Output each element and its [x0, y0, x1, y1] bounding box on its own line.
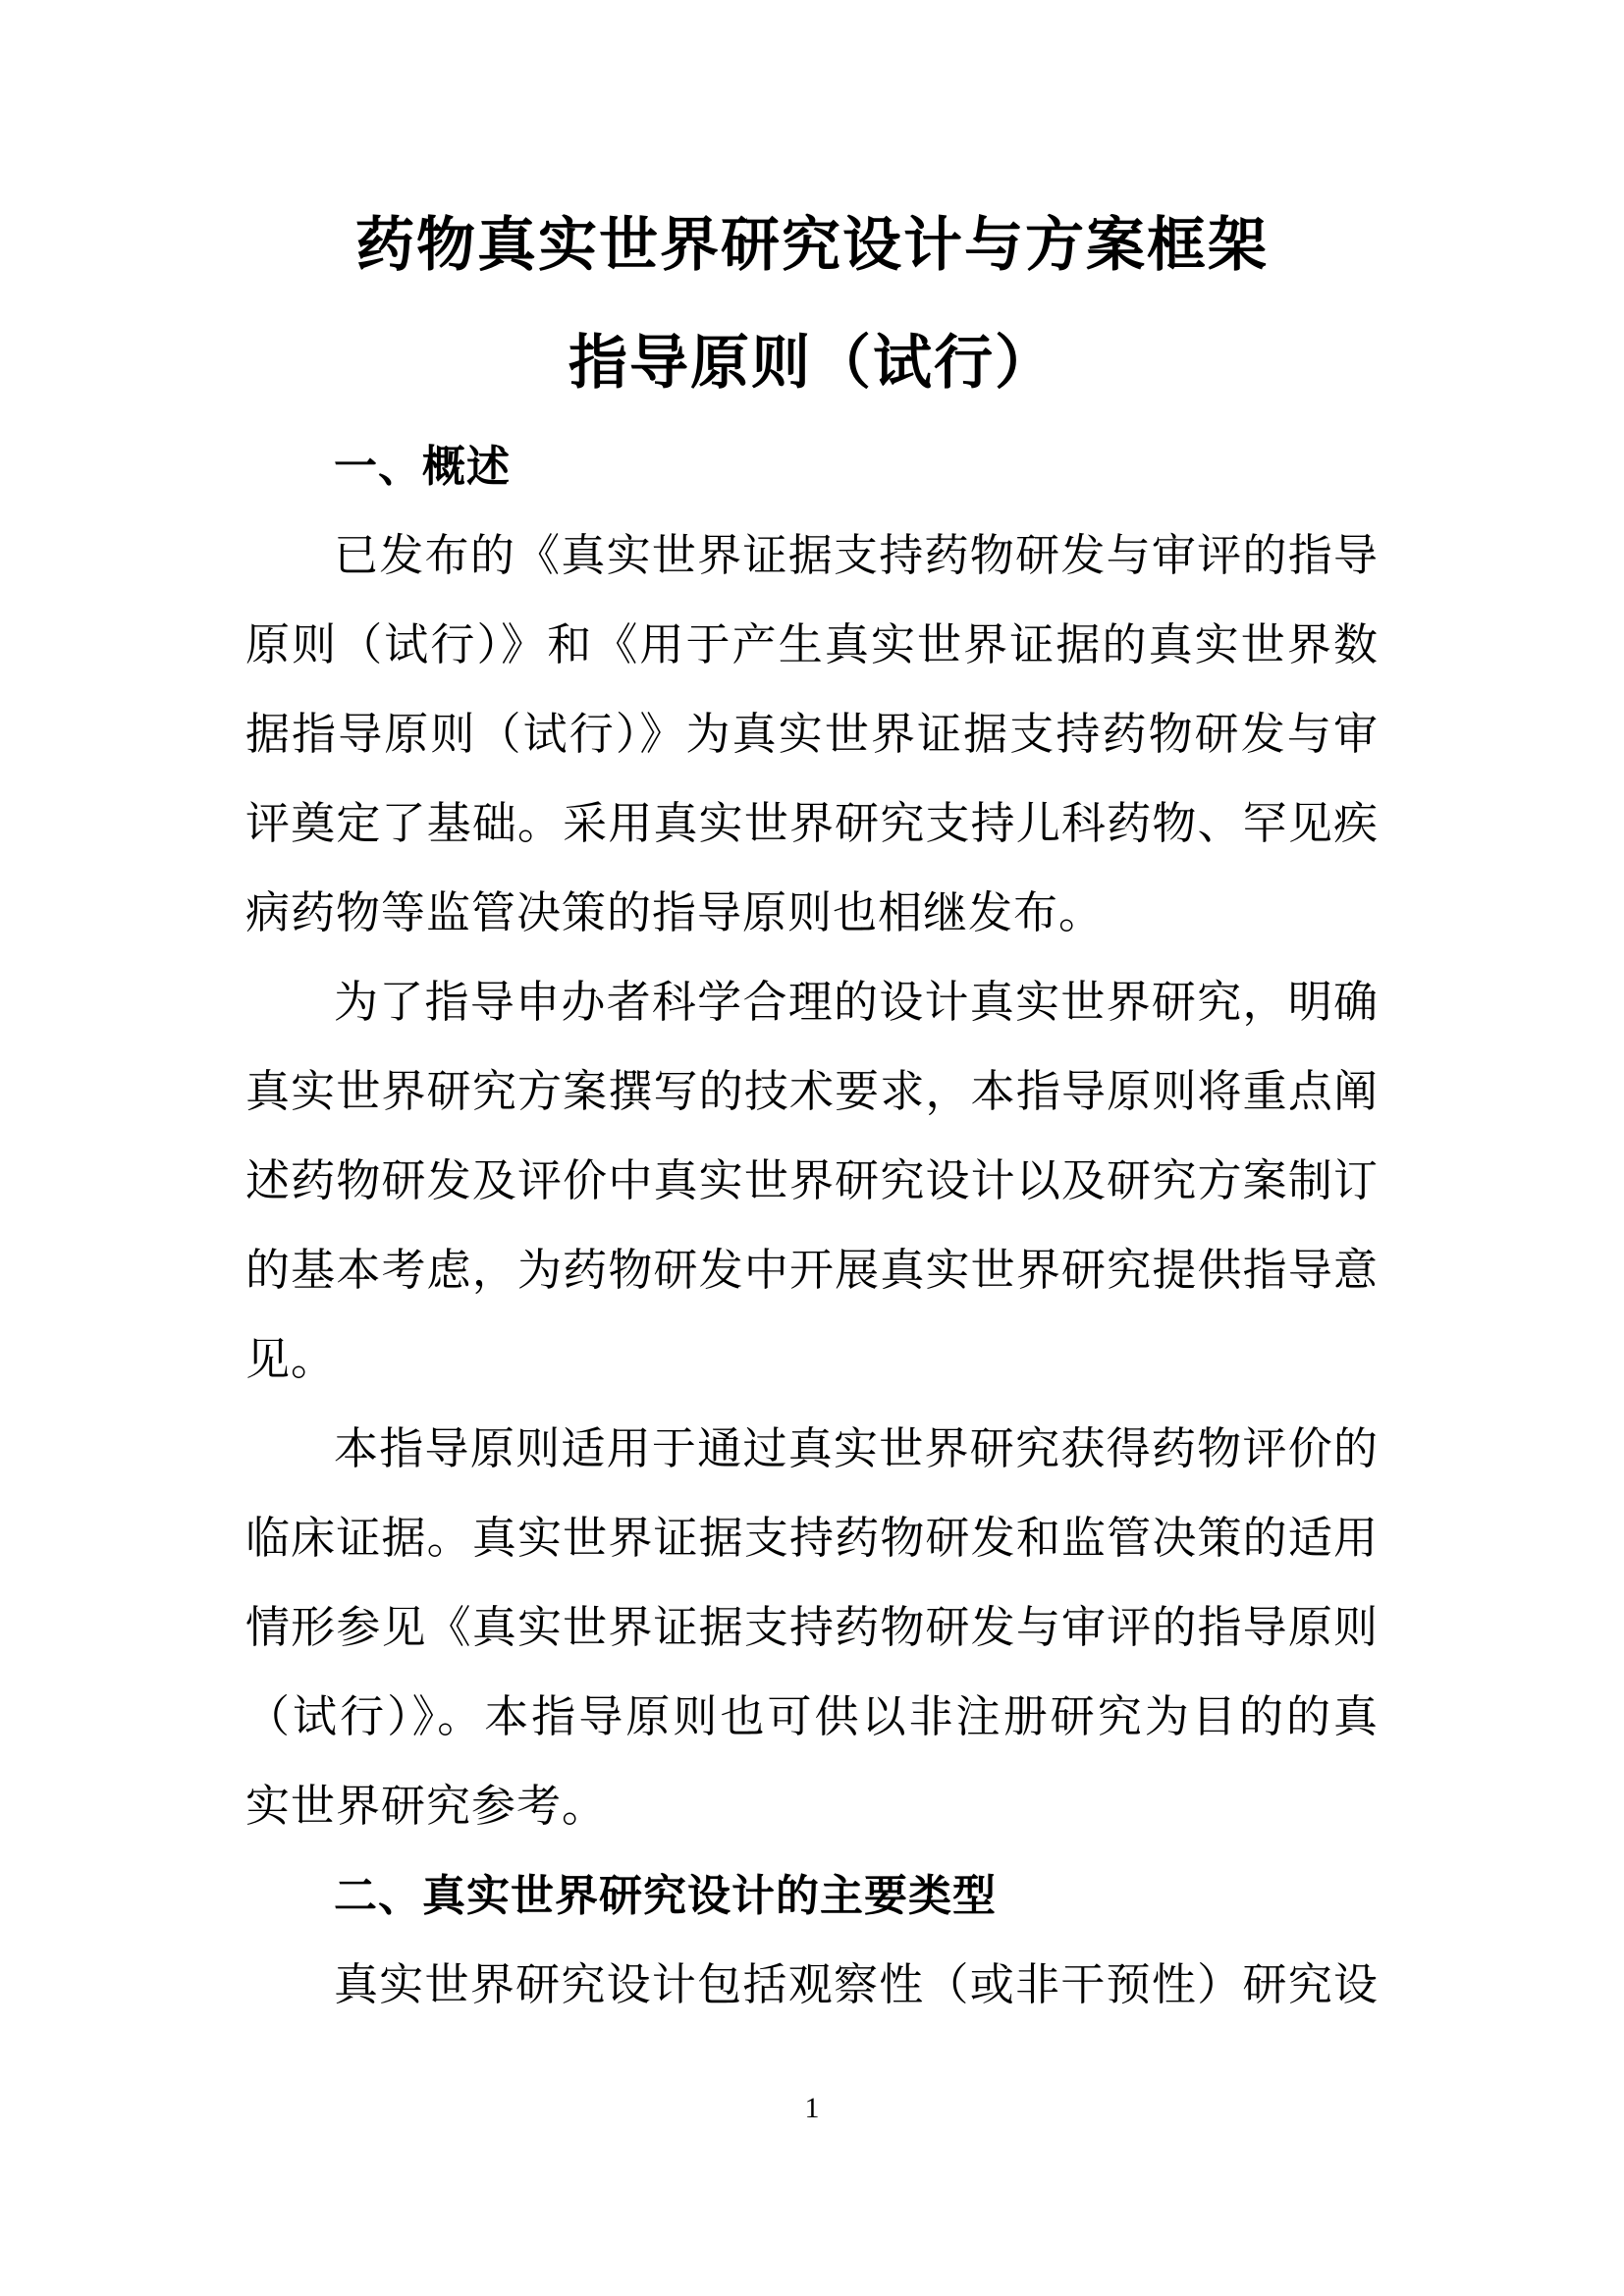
body-line: 评奠定了基础。采用真实世界研究支持儿科药物、罕见疾 — [245, 799, 1379, 848]
document-title-line1: 药物真实世界研究设计与方案框架 — [355, 213, 1269, 278]
body-line: 病药物等监管决策的指导原则也相继发布。 — [245, 888, 1105, 937]
body-line: 情形参见《真实世界证据支持药物研发与审评的指导原则 — [245, 1603, 1379, 1652]
body-line: 本指导原则适用于通过真实世界研究获得药物评价的 — [334, 1424, 1379, 1473]
section-types-heading: 二、真实世界研究设计的主要类型 — [334, 1872, 997, 1920]
paragraph — [245, 1941, 1379, 2030]
paragraph — [245, 1405, 1379, 1851]
body-line: 临床证据。真实世界证据支持药物研发和监管决策的适用 — [245, 1514, 1379, 1563]
body-line: 为了指导申办者科学合理的设计真实世界研究，明确 — [334, 978, 1379, 1027]
document-title — [0, 0, 1624, 422]
body-line: 见。 — [245, 1335, 337, 1384]
body-line: 的基本考虑，为药物研发中开展真实世界研究提供指导意 — [245, 1246, 1379, 1295]
body-line: 真实世界研究方案撰写的技术要求，本指导原则将重点阐 — [245, 1067, 1379, 1116]
body-line: 述药物研发及评价中真实世界研究设计以及研究方案制订 — [245, 1156, 1379, 1205]
body-line: 真实世界研究设计包括观察性（或非干预性）研究设 — [334, 1960, 1379, 2009]
body-line: 原则（试行）》和《用于产生真实世界证据的真实世界数 — [245, 620, 1379, 669]
body-line: 已发布的《真实世界证据支持药物研发与审评的指导 — [334, 531, 1379, 580]
paragraph — [245, 511, 1379, 958]
body-line: （试行）》。本指导原则也可供以非注册研究为目的的真 — [245, 1692, 1379, 1741]
page-number: 1 — [804, 2092, 820, 2124]
document-body — [245, 422, 1379, 2030]
document-title-line2: 指导原则（试行） — [568, 331, 1056, 396]
body-line: 据指导原则（试行）》为真实世界证据支持药物研发与审 — [245, 710, 1379, 759]
body-line: 实世界研究参考。 — [245, 1782, 608, 1831]
paragraph — [245, 958, 1379, 1405]
section-overview-heading: 一、概述 — [334, 443, 511, 491]
